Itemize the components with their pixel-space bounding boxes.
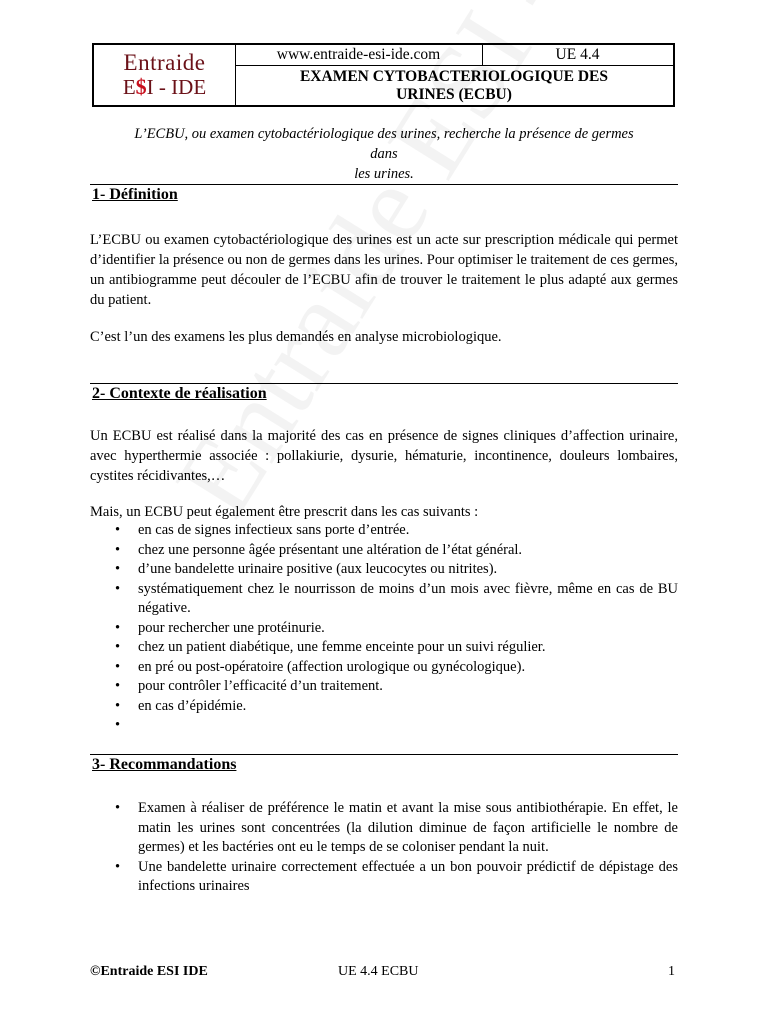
bullet-icon: • (115, 580, 121, 597)
list-item-text: chez un patient diabétique, une femme enceinte pour un suivi régulier. (138, 639, 546, 655)
website-url: www.entraide-esi-ide.com (235, 45, 483, 66)
entraide-logo (94, 45, 236, 105)
footer-copyright: ©Entraide ESI IDE (90, 964, 208, 979)
title-line-1: EXAMEN CYTOBACTERIOLOGIQUE DES (299, 68, 609, 85)
bullet-icon: • (115, 658, 121, 675)
section-divider (90, 754, 678, 755)
list-item (90, 541, 678, 561)
logo-subtitle (94, 74, 235, 100)
bullet-icon: • (115, 697, 121, 714)
list-item (90, 677, 678, 697)
list-item-text: pour rechercher une protéinurie. (138, 619, 325, 636)
list-item (90, 658, 678, 678)
document-header (92, 43, 675, 107)
list-item-text: en pré ou post-opératoire (affection urologique ou gynécologique). (138, 658, 526, 675)
list-item (90, 619, 678, 639)
bullet-icon: • (115, 619, 121, 636)
section-divider (90, 383, 678, 384)
page-number: 1 (668, 964, 675, 979)
list-item-text: d’une bandelette urinaire positive (aux leucocytes ou nitrites). (138, 561, 498, 577)
list-item-text: en cas de signes infectieux sans porte d’entrée. (138, 522, 410, 538)
logo-letter-e: E (122, 75, 136, 99)
definition-paragraph-1: L’ECBU ou examen cytobactériologique des urines est un acte sur prescription médicale qui permet d’identifier la présence ou non de germes dans les urines. Pour optimiser le traitement de ces germes, un antibiogramme peut découler de l’ECBU afin de trouver le traitement le plus adapté aux germes du patient. (90, 232, 678, 308)
document-title (235, 66, 673, 105)
section-divider (90, 184, 678, 185)
list-item-text: Une bandelette urinaire correctement effectuée a un bon pouvoir prédictif de dépistage des infections urinaires (138, 858, 678, 894)
list-item-text: pour contrôler l’efficacité d’un traitement. (138, 678, 383, 694)
title-line-2: URINES (ECBU) (396, 86, 512, 103)
heading-context: 2- Contexte de réalisation (92, 385, 267, 402)
intro-line-1: L’ECBU, ou examen cytobactériologique des urines, recherche la présence de germes dans (134, 126, 634, 162)
bullet-icon: • (115, 858, 121, 875)
bullet-icon: • (115, 561, 121, 577)
list-item (90, 716, 678, 736)
bullet-icon: • (115, 541, 121, 558)
list-item (90, 580, 678, 619)
list-item (90, 697, 678, 717)
list-item-text: chez une personne âgée présentant une altération de l’état général. (138, 541, 523, 558)
list-item (90, 521, 678, 541)
heading-definition: 1- Définition (92, 186, 178, 203)
logo-letter-rest: I - IDE (146, 75, 207, 99)
recommendations-bullet-list (90, 799, 678, 897)
list-item (90, 560, 678, 580)
context-paragraph-2: Mais, un ECBU peut également être prescrit dans les cas suivants : (90, 504, 479, 520)
logo-title: Entraide (123, 50, 206, 75)
heading-recommendations: 3- Recommandations (92, 756, 237, 773)
bullet-icon: • (115, 639, 121, 655)
list-item-text: Examen à réaliser de préférence le matin et avant la mise sous antibiothérapie. En effet, le matin les urines sont concentrées (la dilution diminue de façon artificielle le nombre de germes) et les bactéries ont eu le temps de se coloniser pendant la nuit. (138, 800, 678, 855)
bullet-icon: • (115, 800, 121, 816)
bullet-icon: • (115, 522, 121, 538)
footer-document-code: UE 4.4 ECBU (338, 964, 419, 979)
caduceus-icon: $ (135, 74, 147, 99)
ue-code: UE 4.4 (482, 45, 673, 66)
list-item-text: en cas d’épidémie. (138, 697, 247, 714)
definition-paragraph-2: C’est l’un des examens les plus demandés en analyse microbiologique. (90, 329, 502, 345)
list-item (90, 638, 678, 658)
context-paragraph-1: Un ECBU est réalisé dans la majorité des cas en présence de signes cliniques d’affection urinaire, avec hyperthermie associée : pollakiurie, dysurie, hématurie, incontinence, douleurs lombaires, cystites récidivantes,… (90, 428, 678, 484)
intro-line-2: les urines. (354, 166, 414, 182)
bullet-icon: • (115, 678, 121, 694)
context-bullet-list (90, 521, 678, 736)
intro-text (120, 124, 648, 184)
list-item (90, 799, 678, 858)
list-item-text: systématiquement chez le nourrisson de moins d’un mois avec fièvre, même en cas de BU négative. (138, 580, 678, 616)
list-item (90, 858, 678, 897)
bullet-icon: • (115, 717, 121, 733)
